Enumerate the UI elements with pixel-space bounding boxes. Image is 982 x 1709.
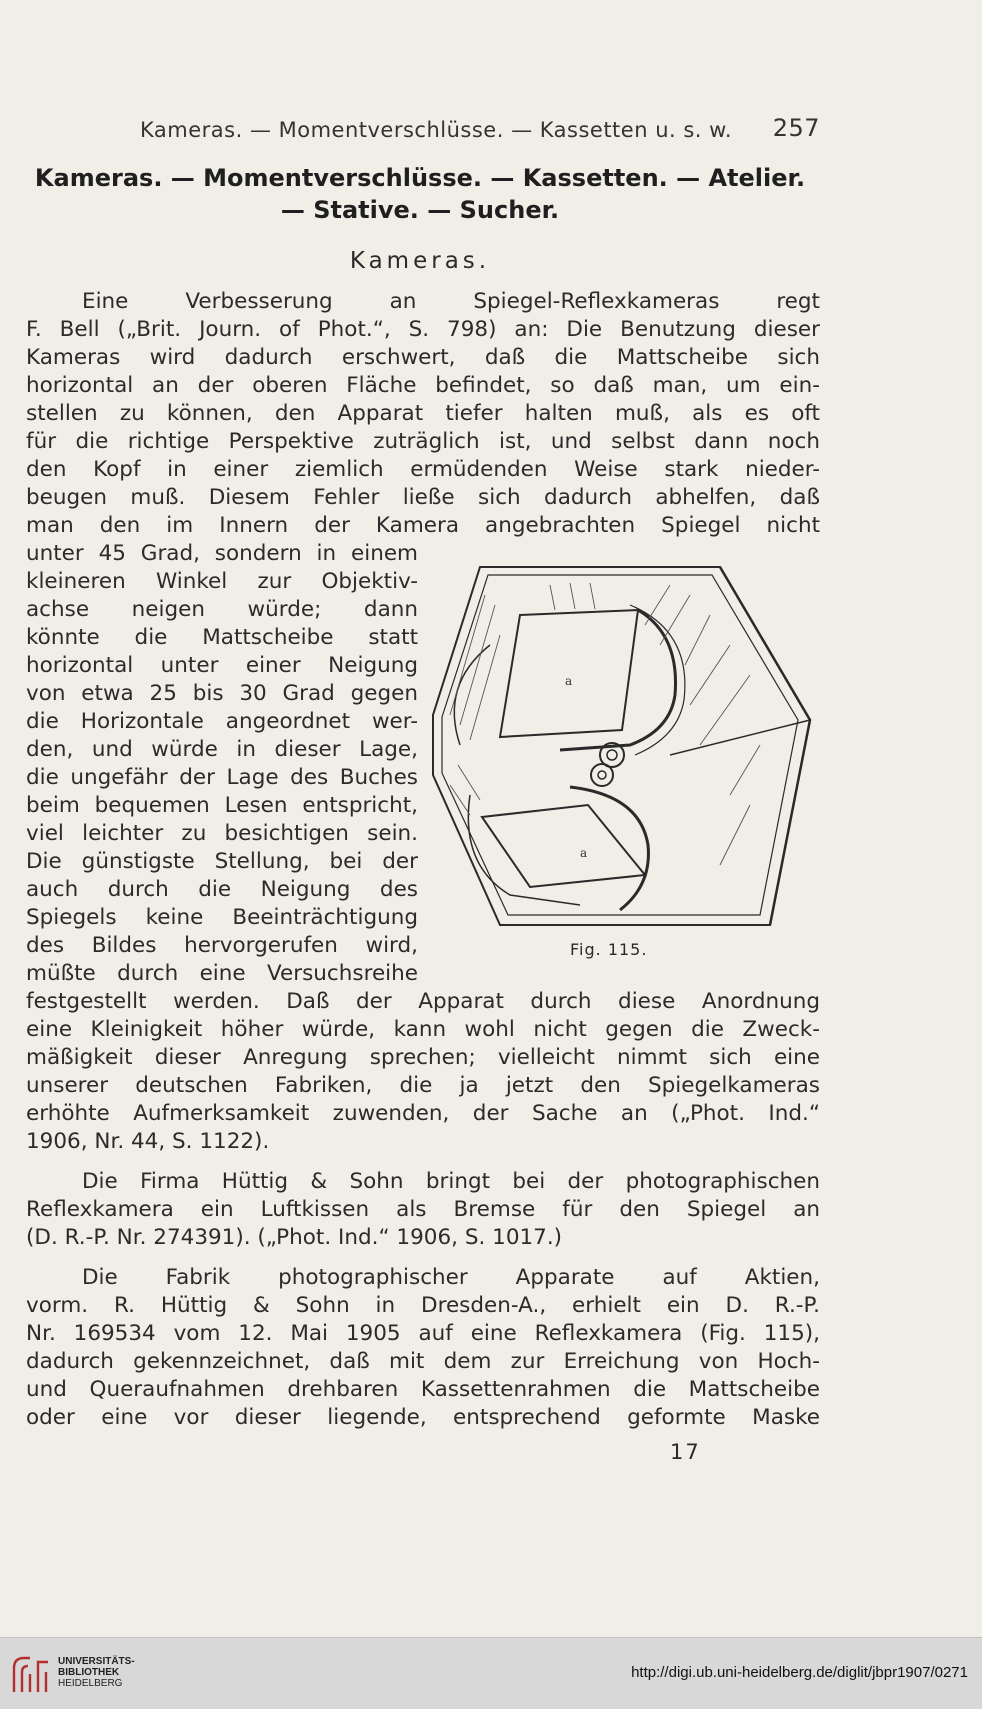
text-line: mäßigkeit dieser Anregung sprechen; vielleicht nimmt sich eine	[26, 1045, 820, 1070]
text-line: vorm. R. Hüttig & Sohn in Dresden-A., erhielt ein D. R.-P.	[26, 1293, 820, 1318]
text-line: auch durch die Neigung des	[26, 877, 418, 902]
text-line: die Horizontale angeordnet wer-	[26, 709, 418, 734]
text-line: F. Bell („Brit. Journ. of Phot.“, S. 798) an: Die Benutzung dieser	[26, 317, 820, 342]
text-line: Reflexkamera ein Luftkissen als Bremse für den Spiegel an	[26, 1197, 820, 1222]
chapter-title-line-2: — Stative. — Sucher.	[280, 196, 560, 224]
text-line: horizontal unter einer Neigung	[26, 653, 418, 678]
text-line: Die Fabrik photographischer Apparate auf Aktien,	[82, 1265, 820, 1290]
figure-label-a-upper: a	[565, 674, 573, 688]
page-number: 257	[772, 114, 820, 142]
camera-drawing	[430, 565, 815, 940]
text-line: unter 45 Grad, sondern in einem	[26, 541, 418, 566]
library-seal-icon	[8, 1652, 54, 1698]
text-line: für die richtige Perspektive zuträglich ist, und selbst dann noch	[26, 429, 820, 454]
figure-caption: Fig. 115.	[570, 940, 648, 959]
text-line: horizontal an der oberen Fläche befindet, so daß man, um ein-	[26, 373, 820, 398]
reflex-camera-figure	[430, 565, 815, 940]
text-line: Spiegels keine Beeinträchtigung	[26, 905, 418, 930]
text-line: von etwa 25 bis 30 Grad gegen	[26, 681, 418, 706]
library-name-line-3: HEIDELBERG	[58, 1678, 123, 1689]
text-line: oder eine vor dieser liegende, entsprechend geformte Maske	[26, 1405, 820, 1430]
document-url-link[interactable]: http://digi.ub.uni-heidelberg.de/diglit/jbpr1907/0271	[631, 1664, 968, 1681]
library-name-line-2: BIBLIOTHEK	[58, 1667, 120, 1678]
running-head	[140, 114, 820, 142]
text-line: dadurch gekennzeichnet, daß mit dem zur Erreichung von Hoch-	[26, 1349, 820, 1374]
running-head-text: Kameras. — Momentverschlüsse. — Kassetten u. s. w.	[140, 118, 733, 142]
text-line: eine Kleinigkeit höher würde, kann wohl nicht gegen die Zweck-	[26, 1017, 820, 1042]
library-name	[58, 1656, 135, 1689]
text-line: beim bequemen Lesen entspricht,	[26, 793, 418, 818]
text-line: Nr. 169534 vom 12. Mai 1905 auf eine Reflexkamera (Fig. 115),	[26, 1321, 820, 1346]
text-line: unserer deutschen Fabriken, die ja jetzt den Spiegelkameras	[26, 1073, 820, 1098]
text-line: viel leichter zu besichtigen sein.	[26, 821, 418, 846]
text-line: Die günstigste Stellung, bei der	[26, 849, 418, 874]
figure-label-a-lower: a	[580, 846, 588, 860]
text-line: kleineren Winkel zur Objektiv-	[26, 569, 418, 594]
text-line: und Queraufnahmen drehbaren Kassettenrahmen die Mattscheibe	[26, 1377, 820, 1402]
chapter-title	[30, 162, 810, 226]
section-heading: Kameras.	[349, 248, 491, 274]
text-line: achse neigen würde; dann	[26, 597, 418, 622]
text-line: beugen muß. Diesem Fehler ließe sich dadurch abhelfen, daß	[26, 485, 820, 510]
text-line: müßte durch eine Versuchsreihe	[26, 961, 418, 986]
gear-lower	[591, 764, 613, 786]
chapter-title-line-1: Kameras. — Momentverschlüsse. — Kassetten. — Atelier.	[34, 164, 806, 192]
text-line: Kameras wird dadurch erschwert, daß die Mattscheibe sich	[26, 345, 820, 370]
text-line: 1906, Nr. 44, S. 1122).	[26, 1129, 270, 1154]
text-line: stellen zu können, den Apparat tiefer halten muß, als es oft	[26, 401, 820, 426]
text-line: den, und würde in dieser Lage,	[26, 737, 418, 762]
text-line: den Kopf in einer ziemlich ermüdenden Weise stark nieder-	[26, 457, 820, 482]
text-line: des Bildes hervorgerufen wird,	[26, 933, 418, 958]
lower-mirror	[482, 805, 645, 887]
text-line: man den im Innern der Kamera angebrachten Spiegel nicht	[26, 513, 820, 538]
text-line: (D. R.-P. Nr. 274391). („Phot. Ind.“ 1906, S. 1017.)	[26, 1225, 563, 1250]
viewer-footer	[0, 1637, 982, 1709]
text-line: die ungefähr der Lage des Buches	[26, 765, 418, 790]
text-line: Die Firma Hüttig & Sohn bringt bei der photographischen	[82, 1169, 820, 1194]
text-line: Eine Verbesserung an Spiegel-Reflexkameras regt	[82, 289, 820, 314]
library-name-line-1: UNIVERSITÄTS-	[58, 1656, 135, 1667]
signature-mark: 17	[670, 1440, 701, 1464]
text-line: könnte die Mattscheibe statt	[26, 625, 418, 650]
text-line: erhöhte Aufmerksamkeit zuwenden, der Sache an („Phot. Ind.“	[26, 1101, 820, 1126]
text-line: festgestellt werden. Daß der Apparat durch diese Anordnung	[26, 989, 820, 1014]
